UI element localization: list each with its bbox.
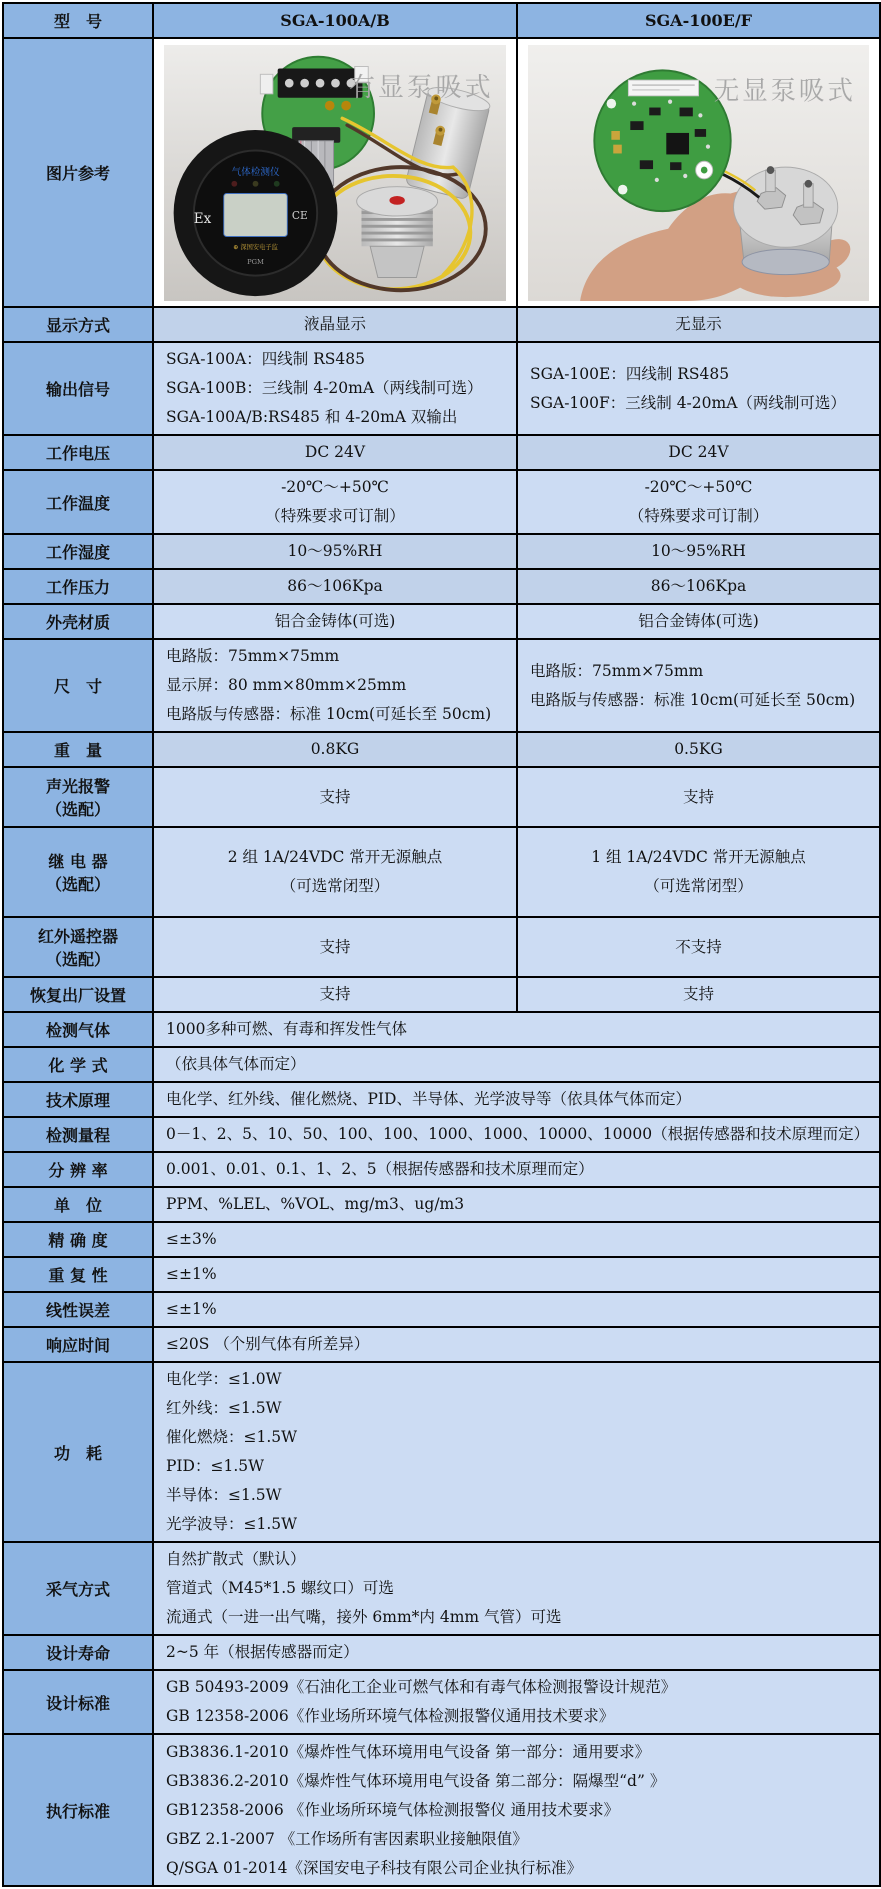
spec-row [3,1082,880,1117]
product-photo-b-illustration [528,45,869,301]
spec-value-line: ≤±1% [166,1300,217,1318]
gauge-title-text: 气体检测仪 [231,166,280,178]
spec-value-cell [153,307,517,342]
row-label-line: （选配） [45,800,110,819]
spec-value-cell [153,534,517,569]
spec-value-line: 支持 [319,985,351,1003]
spec-value-cell [153,732,517,767]
spec-value-cell [153,1187,880,1222]
row-label [3,1222,153,1257]
spec-value-line: 不支持 [675,937,722,956]
spec-value-line: 10～95%RH [651,542,746,560]
spec-row [3,435,880,470]
row-label [3,1734,153,1886]
spec-value-cell [153,767,517,827]
spec-value-line: 电路版与传感器：标准 10cm(可延长至 50cm) [530,690,856,709]
row-label-line: 重 复 性 [48,1266,108,1285]
spec-value-cell [517,470,880,534]
spec-row [3,767,880,827]
watermark-text: 有显泵吸式 [349,72,494,103]
spec-value-line: 电路版：75mm×75mm [166,647,340,665]
spec-value-line: SGA-100A：四线制 RS485 [166,350,366,368]
row-label [3,1327,153,1362]
spec-value-line: ≤±3% [166,1230,217,1248]
spec-value-line: 1000多种可燃、有毒和挥发性气体 [166,1020,407,1038]
row-label [3,732,153,767]
spec-row [3,1292,880,1327]
spec-value-cell [517,534,880,569]
spec-value-line: 电路版与传感器：标准 10cm(可延长至 50cm) [166,705,492,723]
spec-value-cell [153,1152,880,1187]
row-label-line: 输出信号 [45,380,110,399]
spec-value-cell [153,1082,880,1117]
spec-value-line: DC 24V [668,443,729,461]
spec-value-line: 支持 [319,787,351,806]
spec-row [3,977,880,1012]
row-label [3,569,153,604]
spec-value-line: PID：≤1.5W [166,1457,265,1475]
gas-detector-spec-table [2,2,881,1887]
brand-text: ⊕ 深国安电子监 [233,243,278,251]
ce-mark: CE [291,208,308,222]
image-row [3,38,880,307]
spec-row [3,1635,880,1670]
sensor-cylinder [734,166,838,274]
spec-value-cell [153,1292,880,1327]
spec-value-cell [517,307,880,342]
spec-row [3,639,880,732]
row-label-line: 执行标准 [45,1801,110,1821]
spec-value-cell [153,604,517,639]
row-label-line: 设计寿命 [45,1644,110,1663]
spec-row [3,1222,880,1257]
spec-value-cell [153,1635,880,1670]
pgm-text: PGM [247,257,264,266]
spec-value-line: 1 组 1A/24VDC 常开无源触点 [591,848,806,866]
spec-value-line: 流通式（一进一出气嘴，接外 6mm*内 4mm 气管）可选 [166,1608,562,1626]
model-b-header: SGA-100E/F [517,3,880,38]
spec-value-cell [517,732,880,767]
product-photo-b [517,38,880,307]
row-label-line: 单 位 [53,1196,102,1215]
spec-value-line: 86～106Kpa [650,577,747,595]
row-label-line: 外壳材质 [45,613,110,632]
spec-value-line: SGA-100F：三线制 4-20mA（两线制可选） [530,393,846,412]
row-label [3,604,153,639]
row-label [3,1152,153,1187]
row-label [3,1257,153,1292]
spec-value-line: DC 24V [304,443,366,461]
spec-value-line: （特殊要求可订制） [265,507,405,525]
row-label-line: 采气方式 [45,1580,110,1599]
row-label [3,342,153,435]
spec-row [3,1257,880,1292]
spec-value-line: 86～106Kpa [287,577,383,595]
spec-value-line: （可选常闭型） [280,877,390,895]
spec-row [3,1362,880,1542]
spec-value-line: GB3836.1-2010《爆炸性气体环境用电气设备 第一部分：通用要求》 [166,1742,651,1761]
spec-value-line: 支持 [682,985,714,1003]
row-label-line: 恢复出厂设置 [29,986,126,1005]
spec-value-line: SGA-100B：三线制 4-20mA（两线制可选） [166,379,483,397]
spec-value-cell [153,435,517,470]
spec-value-cell [153,1670,880,1734]
lcd-gauge-head [174,130,338,296]
spec-value-line: GB12358-2006 《作业场所环境气体检测报警仪 通用技术要求》 [166,1800,620,1819]
spec-value-line: 铝合金铸体(可选) [274,612,396,630]
row-label [3,1117,153,1152]
image-row-label: 图片参考 [3,38,153,307]
row-label-line: 声光报警 [45,777,110,796]
row-label [3,1187,153,1222]
spec-value-line: -20℃～+50℃ [281,478,389,496]
spec-value-cell [153,639,517,732]
spec-value-line: 0.5KG [674,740,723,758]
spec-row [3,1327,880,1362]
spec-value-cell [517,435,880,470]
model-header-label: 型 号 [3,3,153,38]
row-label-line: （选配） [45,875,110,894]
spec-value-line: （特殊要求可订制） [628,507,769,525]
spec-value-cell [153,1362,880,1542]
spec-value-line: 电化学：≤1.0W [166,1370,282,1388]
row-label [3,1362,153,1542]
spec-value-cell [517,827,880,917]
spec-value-cell [517,604,880,639]
spec-row [3,1152,880,1187]
spec-row [3,1670,880,1734]
row-label-line: 显示方式 [45,316,110,335]
row-label-line: 功 耗 [53,1443,102,1463]
row-label-line: 继 电 器 [48,852,108,871]
spec-value-line: 显示屏：80 mm×80mm×25mm [166,676,407,694]
row-label-line: 工作湿度 [45,543,110,562]
spec-row [3,534,880,569]
spec-value-line: 半导体：≤1.5W [166,1486,282,1504]
spec-value-line: 管道式（M45*1.5 螺纹口）可选 [166,1579,394,1597]
spec-value-cell [153,470,517,534]
spec-value-line: GB3836.2-2010《爆炸性气体环境用电气设备 第二部分：隔爆型“d” 》 [166,1771,666,1790]
row-label [3,1542,153,1635]
row-label-line: 红外遥控器 [37,927,118,946]
spec-value-line: 支持 [682,787,714,806]
spec-row [3,1187,880,1222]
spec-value-line: （可选常闭型） [644,877,753,895]
spec-row [3,307,880,342]
spec-value-cell [153,342,517,435]
row-label [3,1082,153,1117]
spec-row [3,342,880,435]
spec-row [3,1012,880,1047]
row-label [3,1670,153,1734]
spec-value-cell [153,1327,880,1362]
spec-value-line: GB 50493-2009《石油化工企业可燃气体和有毒气体检测报警设计规范》 [166,1678,677,1696]
header-row [3,3,880,38]
spec-row [3,917,880,977]
watermark-text: 无显泵吸式 [713,75,856,107]
spec-value-line: 2~5 年（根据传感器而定） [166,1643,359,1661]
spec-value-cell [153,1012,880,1047]
spec-value-line: 无显示 [675,315,722,333]
spec-row [3,1117,880,1152]
spec-value-line: GBZ 2.1-2007 《工作场所有害因素职业接触限值》 [166,1829,528,1848]
ex-mark: Ex [193,210,212,227]
spec-value-cell [517,767,880,827]
spec-value-cell [153,1047,880,1082]
spec-value-cell [153,569,517,604]
spec-value-line: 电路版：75mm×75mm [530,661,704,680]
row-label [3,1292,153,1327]
row-label [3,307,153,342]
spec-value-line: 0.001、0.01、0.1、1、2、5（根据传感器和技术原理而定） [166,1160,594,1178]
spec-value-cell [153,977,517,1012]
row-label-line: 化 学 式 [48,1056,108,1075]
spec-value-cell [517,342,880,435]
row-label [3,917,153,977]
spec-value-cell [517,977,880,1012]
row-label-line: 线性误差 [45,1301,110,1320]
spec-value-line: ≤±1% [166,1265,217,1283]
row-label [3,767,153,827]
spec-value-line: 铝合金铸体(可选) [638,612,759,630]
row-label-line: （选配） [45,950,110,969]
spec-value-line: 0.8KG [310,740,360,758]
spec-row [3,1542,880,1635]
spec-value-line: PPM、%LEL、%VOL、mg/m3、ug/m3 [166,1195,465,1213]
row-label-line: 检测量程 [45,1126,110,1145]
row-label [3,639,153,732]
spec-row [3,604,880,639]
spec-row [3,1047,880,1082]
row-label-line: 重 量 [53,741,102,760]
row-label [3,470,153,534]
row-label-line: 设计标准 [45,1693,110,1713]
spec-value-cell [517,569,880,604]
spec-row [3,1734,880,1886]
spec-row [3,732,880,767]
spec-value-cell [153,1734,880,1886]
row-label-line: 技术原理 [45,1091,110,1110]
spec-value-line: 电化学、红外线、催化燃烧、PID、半导体、光学波导等（依具体气体而定） [166,1090,691,1108]
row-label [3,977,153,1012]
model-a-header: SGA-100A/B [153,3,517,38]
row-label-line: 响应时间 [45,1336,110,1355]
row-label [3,534,153,569]
spec-value-line: GB 12358-2006《作业场所环境气体检测报警仪通用技术要求》 [166,1707,615,1725]
spec-value-cell [153,1257,880,1292]
row-label [3,435,153,470]
spec-value-cell [517,639,880,732]
spec-value-line: 0－1、2、5、10、50、100、100、1000、1000、10000、10000（根据传感器和技术原理而定） [166,1125,870,1143]
spec-value-cell [153,1542,880,1635]
row-label-line: 工作电压 [45,444,110,463]
spec-value-cell [153,1117,880,1152]
spec-value-line: 自然扩散式（默认） [166,1550,306,1568]
spec-value-cell [517,917,880,977]
row-label-line: 精 确 度 [48,1231,108,1250]
spec-value-cell [153,827,517,917]
pcb-board [594,70,730,211]
spec-value-cell [153,917,517,977]
spec-value-cell [153,1222,880,1257]
spec-value-line: SGA-100A/B:RS485 和 4-20mA 双输出 [166,408,458,426]
spec-value-line: -20℃～+50℃ [644,478,753,496]
product-photo-a [153,38,517,307]
spec-value-line: 催化燃烧：≤1.5W [166,1428,298,1446]
row-label-line: 工作温度 [45,493,110,513]
row-label [3,1012,153,1047]
spec-row [3,569,880,604]
spec-value-line: ≤20S （个别气体有所差异） [166,1335,370,1353]
spec-value-line: 支持 [319,937,351,956]
row-label-line: 尺 寸 [53,677,102,696]
spec-value-line: SGA-100E：四线制 RS485 [530,364,730,383]
row-label [3,827,153,917]
row-label-line: 分 辨 率 [48,1161,108,1180]
spec-value-line: （依具体气体而定） [166,1055,306,1073]
spec-row [3,470,880,534]
row-label [3,1635,153,1670]
row-label-line: 工作压力 [45,578,110,597]
spec-value-line: 液晶显示 [303,315,366,333]
spec-value-line: 2 组 1A/24VDC 常开无源触点 [227,848,443,866]
spec-value-line: Q/SGA 01-2014《深国安电子科技有限公司企业执行标准》 [166,1858,582,1877]
row-label-line: 检测气体 [45,1021,110,1040]
spec-value-line: 10～95%RH [287,542,383,560]
spec-value-line: 光学波导：≤1.5W [166,1515,298,1533]
spec-value-line: 红外线：≤1.5W [166,1399,282,1417]
product-photo-a-illustration [164,45,506,301]
spec-row [3,827,880,917]
row-label [3,1047,153,1082]
